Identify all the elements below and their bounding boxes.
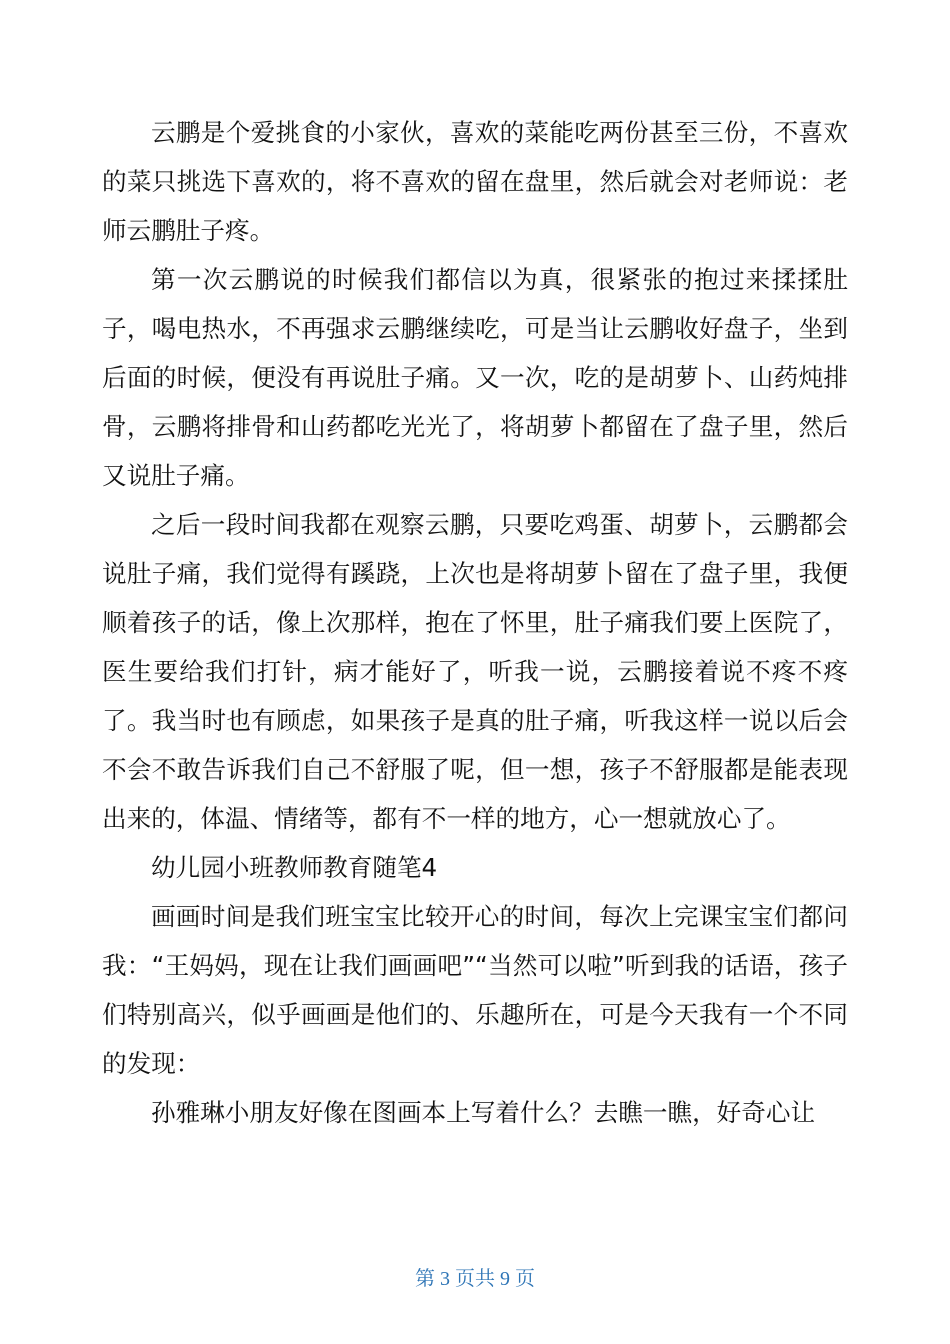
page-number-footer: 第 3 页共 9 页: [415, 1268, 535, 1290]
paragraph-1: 云鹏是个爱挑食的小家伙，喜欢的菜能吃两份甚至三份，不喜欢的菜只挑选下喜欢的，将不喜欢的留在盘里，然后就会对老师说：老师云鹏肚子疼。: [102, 118, 848, 245]
section-heading: 幼儿园小班教师教育随笔4: [151, 853, 438, 882]
paragraph-4: 画画时间是我们班宝宝比较开心的时间，每次上完课宝宝们都问我：“王妈妈，现在让我们画画吧”“当然可以啦”听到我的话语，孩子们特别高兴，似乎画画是他们的、乐趣所在，可是今天我有一个不同的发现：: [102, 902, 848, 1078]
paragraph-5: 孙雅琳小朋友好像在图画本上写着什么？去瞧一瞧，好奇心让: [151, 1098, 816, 1127]
paragraph-3: 之后一段时间我都在观察云鹏，只要吃鸡蛋、胡萝卜，云鹏都会说肚子痛，我们觉得有蹊跷，上次也是将胡萝卜留在了盘子里，我便顺着孩子的话，像上次那样，抱在了怀里，肚子痛我们要上医院了，医生要给我们打针，病才能好了，听我一说，云鹏接着说不疼不疼了。我当时也有顾虑，如果孩子是真的肚子痛，听我这样一说以后会不会不敢告诉我们自己不舒服了呢，但一想，孩子不舒服都是能表现出来的，体温、情绪等，都有不一样的地方，心一想就放心了。: [102, 510, 848, 833]
paragraph-2: 第一次云鹏说的时候我们都信以为真，很紧张的抱过来揉揉肚子，喝电热水，不再强求云鹏继续吃，可是当让云鹏收好盘子，坐到后面的时候，便没有再说肚子痛。又一次，吃的是胡萝卜、山药炖排骨，云鹏将排骨和山药都吃光光了，将胡萝卜都留在了盘子里，然后又说肚子痛。: [102, 265, 848, 490]
document-body: [102, 108, 848, 1137]
